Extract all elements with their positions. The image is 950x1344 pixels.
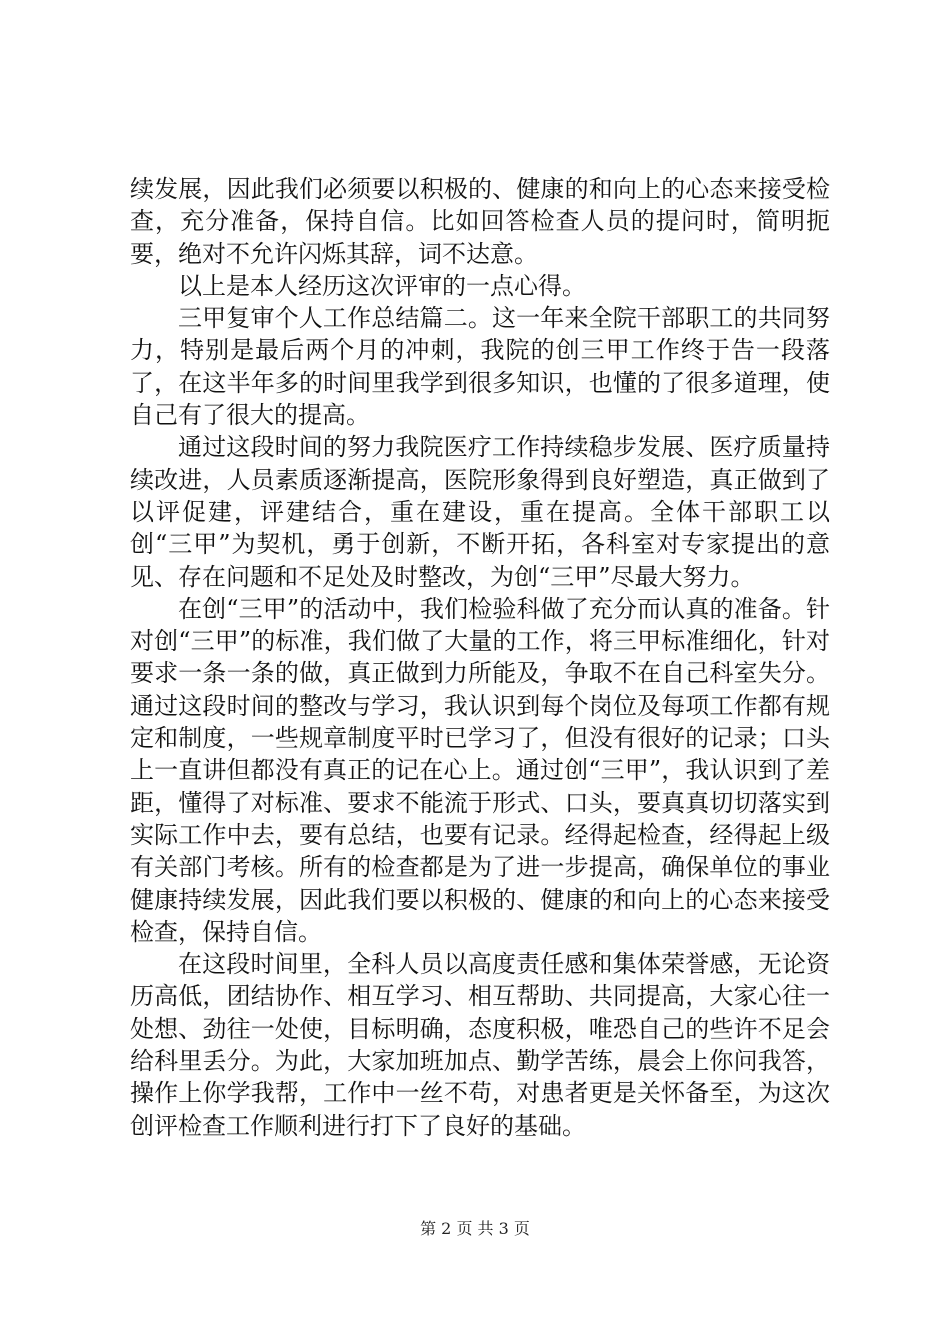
paragraph-lab-preparation: 在创“三甲”的活动中，我们检验科做了充分而认真的准备。针对创“三甲”的标准，我们做了大量的工作，将三甲标准细化，针对要求一条一条的做，真正做到力所能及，争取不在自己科室失分。通过这段时间的整改与学习，我认识到每个岗位及每项工作都有规定和制度，一些规章制度平时已学习了，但没有很好的记录；口头上一直讲但都没有真正的记在心上。通过创“三甲”，我认识到了差距，懂得了对标准、要求不能流于形式、口头，要真真切切落实到实际工作中去，要有总结，也要有记录。经得起检查，经得起上级有关部门考核。所有的检查都是为了进一步提高，确保单位的事业健康持续发展，因此我们要以积极的、健康的和向上的心态来接受检查，保持自信。 bbox=[130, 594, 830, 946]
paragraph-continuation: 续发展，因此我们必须要以积极的、健康的和向上的心态来接受检查，充分准备，保持自信。比如回答检查人员的提问时，简明扼要，绝对不允许闪烁其辞，词不达意。 bbox=[130, 175, 830, 268]
paragraph-experience-summary: 以上是本人经历这次评审的一点心得。 bbox=[178, 271, 586, 300]
document-body bbox=[130, 173, 830, 1142]
page-number-footer: 第 2 页 共 3 页 bbox=[420, 1219, 530, 1238]
paragraph-team-effort: 在这段时间里，全科人员以高度责任感和集体荣誉感，无论资历高低，团结协作、相互学习、相互帮助、共同提高，大家心往一处想、劲往一处使，目标明确，态度积极，唯恐自己的些许不足会给科里丢分。为此，大家加班加点、勤学苦练，晨会上你问我答，操作上你学我帮，工作中一丝不苟，对患者更是关怀备至，为这次创评检查工作顺利进行打下了良好的基础。 bbox=[130, 950, 830, 1140]
paragraph-part-two-intro: 三甲复审个人工作总结篇二。这一年来全院干部职工的共同努力，特别是最后两个月的冲刺，我院的创三甲工作终于告一段落了，在这半年多的时间里我学到很多知识，也懂的了很多道理，使自己有了很大的提高。 bbox=[130, 304, 830, 430]
paragraph-hospital-progress: 通过这段时间的努力我院医疗工作持续稳步发展、医疗质量持续改进，人员素质逐渐提高，医院形象得到良好塑造，真正做到了以评促建，评建结合，重在建设，重在提高。全体干部职工以创“三甲”为契机，勇于创新，不断开拓，各科室对专家提出的意见、存在问题和不足处及时整改，为创“三甲”尽最大努力。 bbox=[130, 433, 830, 591]
